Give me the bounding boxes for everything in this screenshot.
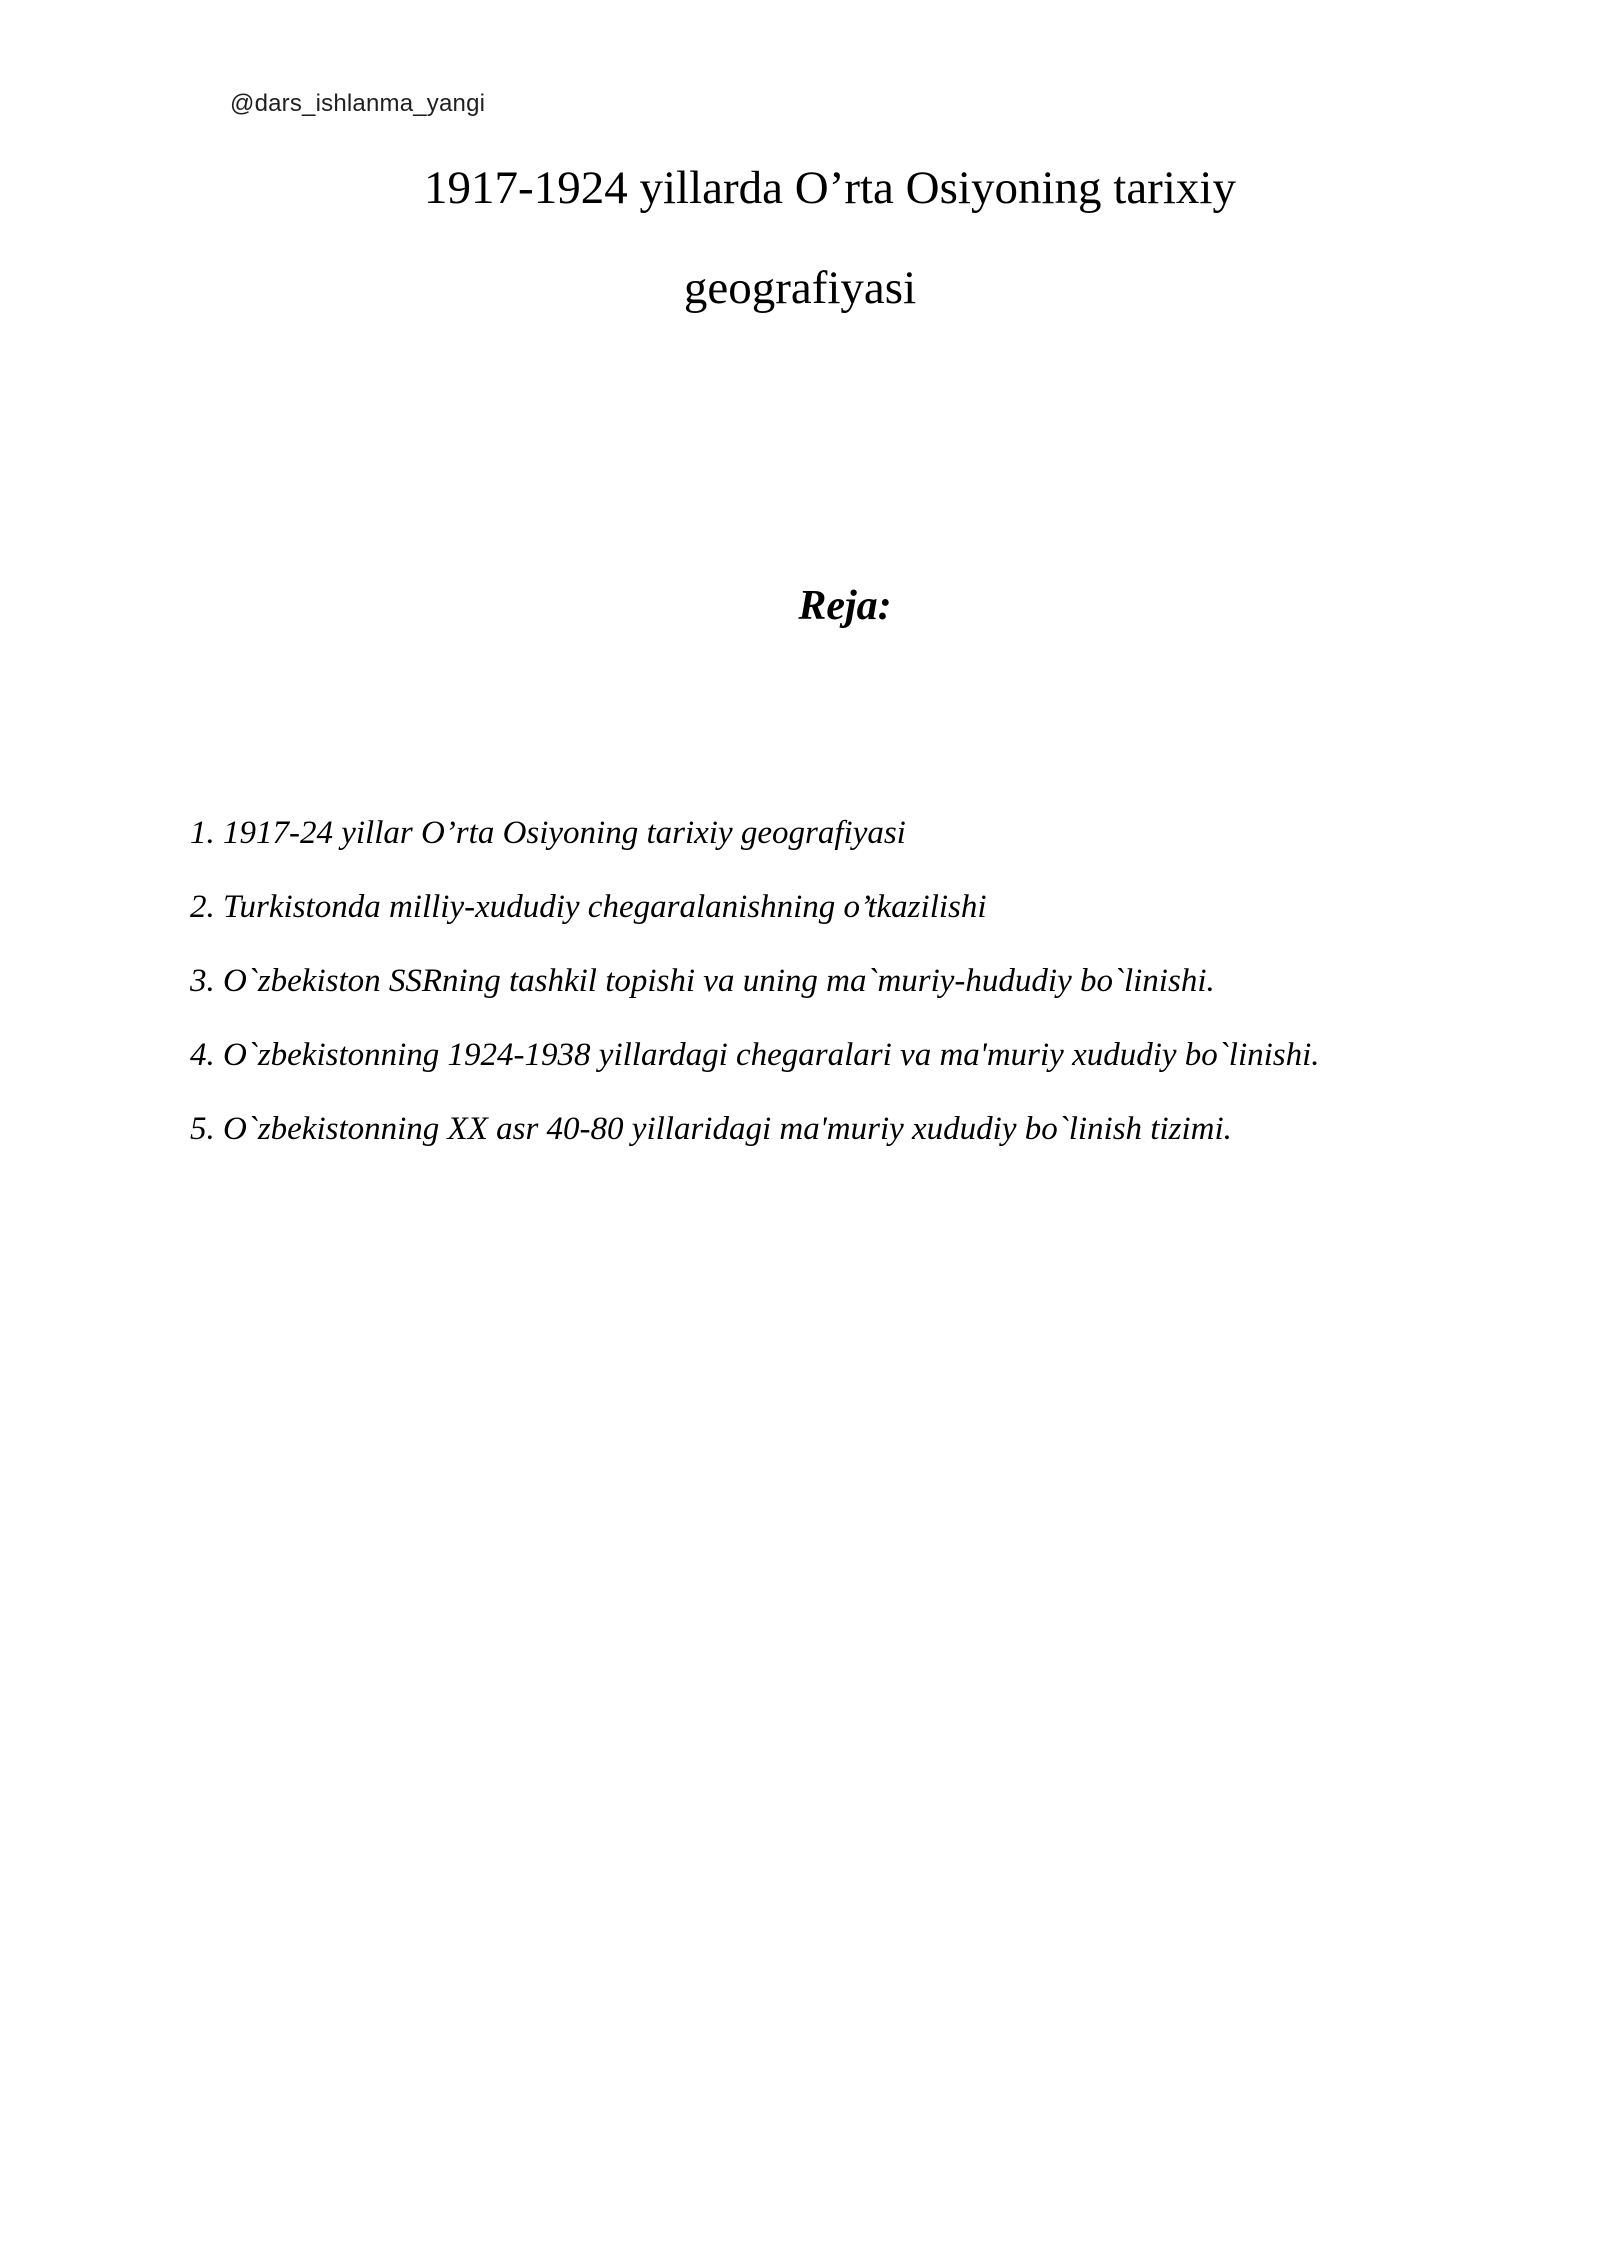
- plan-list-item-1: 1. 1917-24 yillar O’rta Osiyoning tarixiy geografiyasi: [190, 815, 906, 851]
- document-title-line-1: 1917-1924 yillarda O’rta Osiyoning tarixiy: [424, 162, 1236, 214]
- channel-handle: @dars_ishlanma_yangi: [230, 90, 486, 117]
- plan-list: [190, 796, 1425, 1166]
- plan-heading: Reja:: [798, 583, 892, 629]
- document-title-line-2: geografiyasi: [683, 262, 917, 314]
- plan-list-item-2: 2. Turkistonda milliy-xududiy chegaralanishning o’tkazilishi: [190, 889, 987, 925]
- plan-list-item-3: 3. O`zbekiston SSRning tashkil topishi va uning ma`muriy-hududiy bo`linishi.: [190, 963, 1215, 999]
- plan-list-item-5: 5. O`zbekistonning XX asr 40-80 yillaridagi ma'muriy xududiy bo`linish tizimi.: [190, 1111, 1232, 1147]
- document-title: [193, 138, 1407, 338]
- plan-list-item-4: 4. O`zbekistonning 1924-1938 yillardagi chegaralari va ma'muriy xududiy bo`linishi.: [190, 1037, 1320, 1073]
